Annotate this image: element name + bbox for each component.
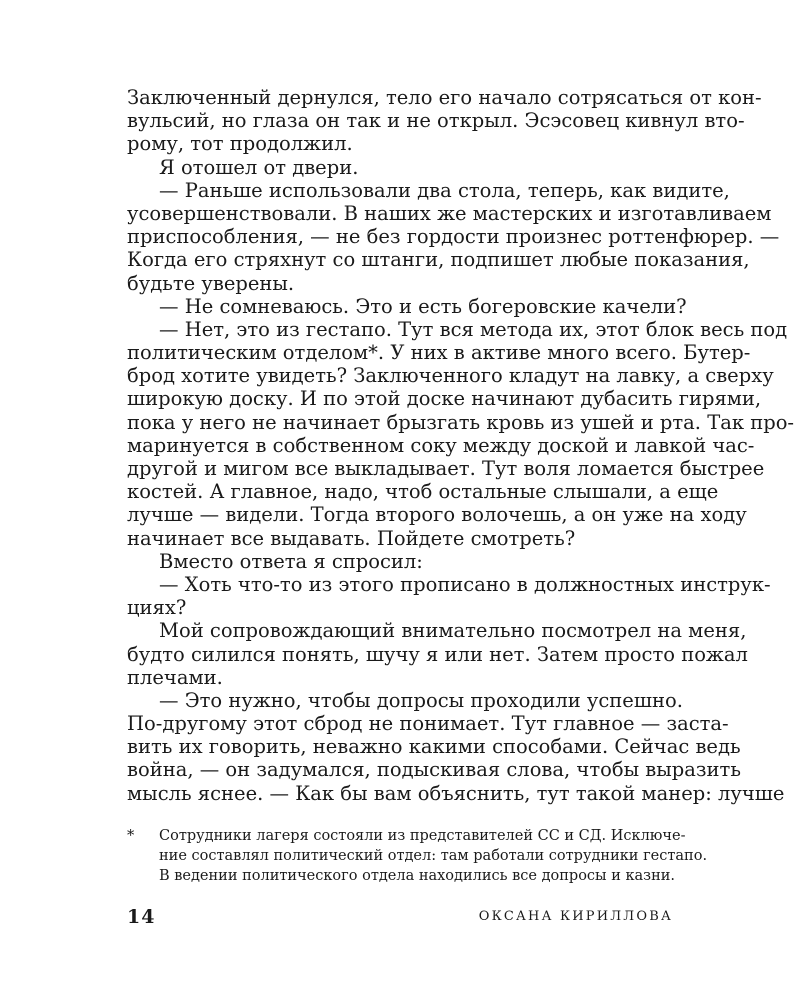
text-line: Когда его стряхнут со штанги, подпишет любые показания, [127,248,750,272]
text-line: Мой сопровождающий внимательно посмотрел на меня, [159,619,747,643]
text-line: лучше — видели. Тогда второго волочешь, а он уже на ходу [127,503,747,527]
running-head-author: ОКСАНА КИРИЛЛОВА [478,909,673,924]
text-line: Заключенный дернулся, тело его начало сотрясаться от кон- [127,86,762,109]
text-line: мысль яснее. — Как бы вам объяснить, тут такой манер: лучше [127,781,785,805]
footnote-line: ние составлял политический отдел: там работали сотрудники гестапо. [159,848,708,864]
footnote-line: Сотрудники лагеря состояли из представителей СС и СД. Исключе- [159,828,686,844]
text-line: — Нет, это из гестапо. Тут вся метода их, этот блок весь под [159,317,788,341]
text-line: будто силился понять, шучу я или нет. Затем просто пожал [127,642,748,666]
footnote-line: В ведении политического отдела находились все допросы и казни. [159,868,676,884]
text-line: По-другому этот сброд не понимает. Тут главное — заста- [127,712,729,736]
text-line: брод хотите увидеть? Заключенного кладут на лавку, а сверху [127,364,774,388]
footnote-marker: * [127,828,135,844]
text-line: костей. А главное, надо, чтоб остальные слышали, а еще [127,480,719,504]
text-line: политическим отделом*. У них в активе много всего. Бутер- [127,341,751,365]
text-line: широкую доску. И по этой доске начинают дубасить гирями, [127,387,762,411]
text-line: другой и мигом все выкладывает. Тут воля ломается быстрее [127,457,765,480]
body-text [127,86,795,805]
text-line: плечами. [127,665,223,689]
text-line: Я отошел от двери. [159,155,359,179]
text-line: начинает все выдавать. Пойдете смотреть? [127,526,576,550]
text-line: — Не сомневаюсь. Это и есть богеровские качели? [159,294,687,318]
text-line: — Раньше использовали два стола, теперь, как видите, [159,178,730,202]
text-line: приспособления, — не без гордости произнес роттенфюрер. — [127,225,780,249]
text-line: война, — он задумался, подыскивая слова, чтобы выразить [127,758,741,782]
footnote [127,826,708,886]
text-line: циях? [127,596,187,620]
text-line: пока у него не начинает брызгать кровь из ушей и рта. Так про- [127,410,795,434]
text-line: будьте уверены. [127,271,295,295]
text-line: маринуется в собственном соку между доской и лавкой час- [127,433,755,457]
page-number: 14 [127,906,156,928]
text-line: усовершенствовали. В наших же мастерских и изготавливаем [127,201,772,225]
text-line: Вместо ответа я спросил: [159,549,423,573]
page-footer [127,906,673,930]
text-line: вульсий, но глаза он так и не открыл. Эсэсовец кивнул вто- [127,109,745,133]
text-line: рому, тот продолжил. [127,132,353,156]
text-line: — Это нужно, чтобы допросы проходили успешно. [159,688,683,712]
text-line: вить их говорить, неважно какими способами. Сейчас ведь [127,735,741,759]
text-line: — Хоть что-то из этого прописано в должностных инструк- [159,572,771,596]
